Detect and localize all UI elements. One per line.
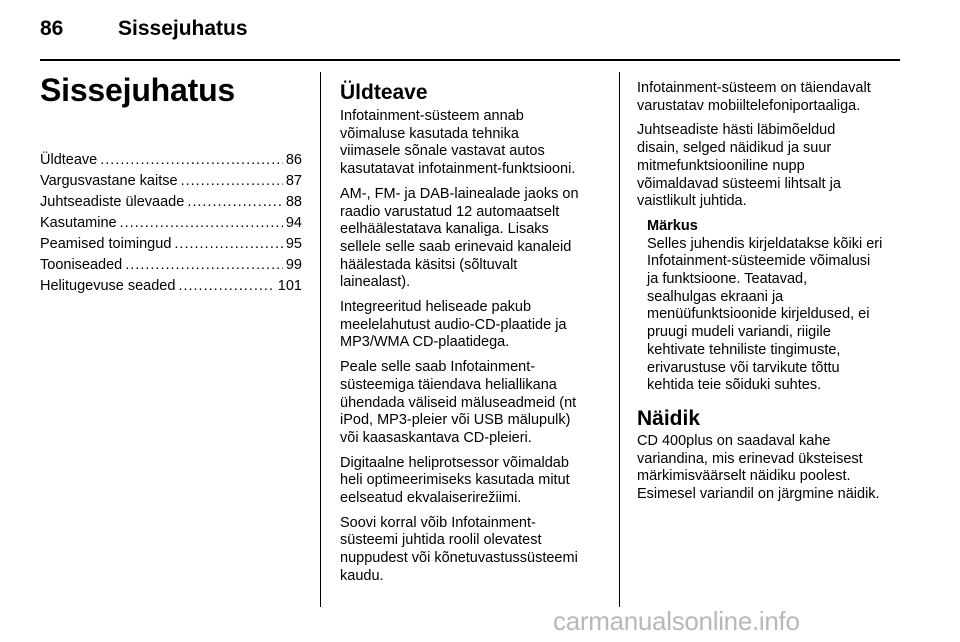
toc-page: 99 <box>285 257 302 273</box>
note-title: Märkus <box>647 217 698 234</box>
paragraph: Infotainment-süsteem on täiendavalt varustatav mobiiltelefoniportaaliga. <box>637 80 871 114</box>
toc-leader <box>100 150 283 171</box>
column-divider <box>320 72 321 607</box>
toc-label: Helitugevuse seaded <box>40 278 176 294</box>
paragraph: Integreeritud heliseade pakub meelelahutust audio-CD-plaatide ja MP3/WMA CD-plaatidega. <box>340 299 567 351</box>
toc-leader <box>178 276 274 297</box>
column-divider <box>619 72 620 607</box>
paragraph: Peale selle saab Infotainment- süsteemiga täiendava heliallikana ühendada väliseid mäluseadmeid (nt iPod, MP3-pleier või USB mälupulk) või kaasaskantava CD-pleieri. <box>340 359 577 446</box>
toc-label: Juhtseadiste ülevaade <box>40 194 185 210</box>
paragraph: CD 400plus on saadaval kahe variandina, mis erinevad üksteisest märkimisväärselt näidiku poolest. Esimesel variandil on järgmine näidik. <box>637 432 880 503</box>
toc-page: 94 <box>285 215 302 231</box>
toc-entry[interactable] <box>40 234 302 255</box>
toc-page: 95 <box>285 236 302 252</box>
watermark: carmanualsonline.info <box>553 606 800 636</box>
paragraph: Digitaalne heliprotsessor võimaldab heli optimeerimiseks kasutada mitut eelseatud ekvalaiserirežiimi. <box>340 454 570 507</box>
page-number: 86 <box>40 17 64 40</box>
toc-leader <box>125 255 283 276</box>
toc-page: 88 <box>285 194 302 210</box>
toc-entry[interactable] <box>40 276 302 297</box>
toc-leader <box>120 213 283 234</box>
toc-leader <box>181 171 283 192</box>
toc-entry[interactable] <box>40 150 302 171</box>
paragraph: AM-, FM- ja DAB-lainealade jaoks on raadio varustatud 12 automaatselt eelhäälestatava kanaliga. Lisaks sellele selle saab erinevaid kanaleid häälestada käsitsi (sõltuvalt lainealast). <box>340 185 579 291</box>
note-box <box>647 218 909 395</box>
toc-page: 86 <box>285 152 302 168</box>
toc-entry[interactable] <box>40 171 302 192</box>
right-column <box>637 80 909 511</box>
toc-label: Tooniseaded <box>40 257 123 273</box>
toc-entry[interactable] <box>40 192 302 213</box>
section-heading: Näidik <box>637 406 701 430</box>
toc-leader <box>174 234 282 255</box>
running-title: Sissejuhatus <box>118 17 248 40</box>
toc-label: Peamised toimingud <box>40 236 172 252</box>
paragraph: Juhtseadiste hästi läbimõeldud disain, selged näidikud ja suur mitmefunktsiooniline nupp võimaldavad süsteemi lihtsalt ja vaistlikult juhtida. <box>637 122 841 210</box>
note-body: Selles juhendis kirjeldatakse kõiki eri Infotainment-süsteemide võimalusi ja funktsioone. Teatavad, sealhulgas ekraani ja menüüfunktsioonide kirjeldused, ei pruugi mudeli variandi, riigile kehtivate tehniliste tingimuste, erivarustuse või tarvikute tõttu kehtida teie sõiduki suhtes. <box>647 235 883 394</box>
table-of-contents <box>40 150 302 297</box>
toc-entry[interactable] <box>40 255 302 276</box>
toc-label: Üldteave <box>40 152 98 168</box>
toc-label: Vargusvastane kaitse <box>40 173 178 189</box>
paragraph: Soovi korral võib Infotainment- süsteemi juhtida roolil olevatest nuppudest või kõnetuvastussüsteemi kaudu. <box>340 514 578 584</box>
toc-leader <box>187 192 283 213</box>
chapter-title: Sissejuhatus <box>40 72 236 108</box>
header-rule <box>40 59 900 61</box>
section-heading: Üldteave <box>340 81 428 104</box>
general-section <box>340 80 612 593</box>
toc-page: 101 <box>277 278 302 294</box>
paragraph: Infotainment-süsteem annab võimaluse kasutada tehnika viimasele sõnale vastavat autos kasutatavat infotainment-funktsiooni. <box>340 108 576 178</box>
toc-page: 87 <box>285 173 302 189</box>
toc-entry[interactable] <box>40 213 302 234</box>
toc-label: Kasutamine <box>40 215 117 231</box>
